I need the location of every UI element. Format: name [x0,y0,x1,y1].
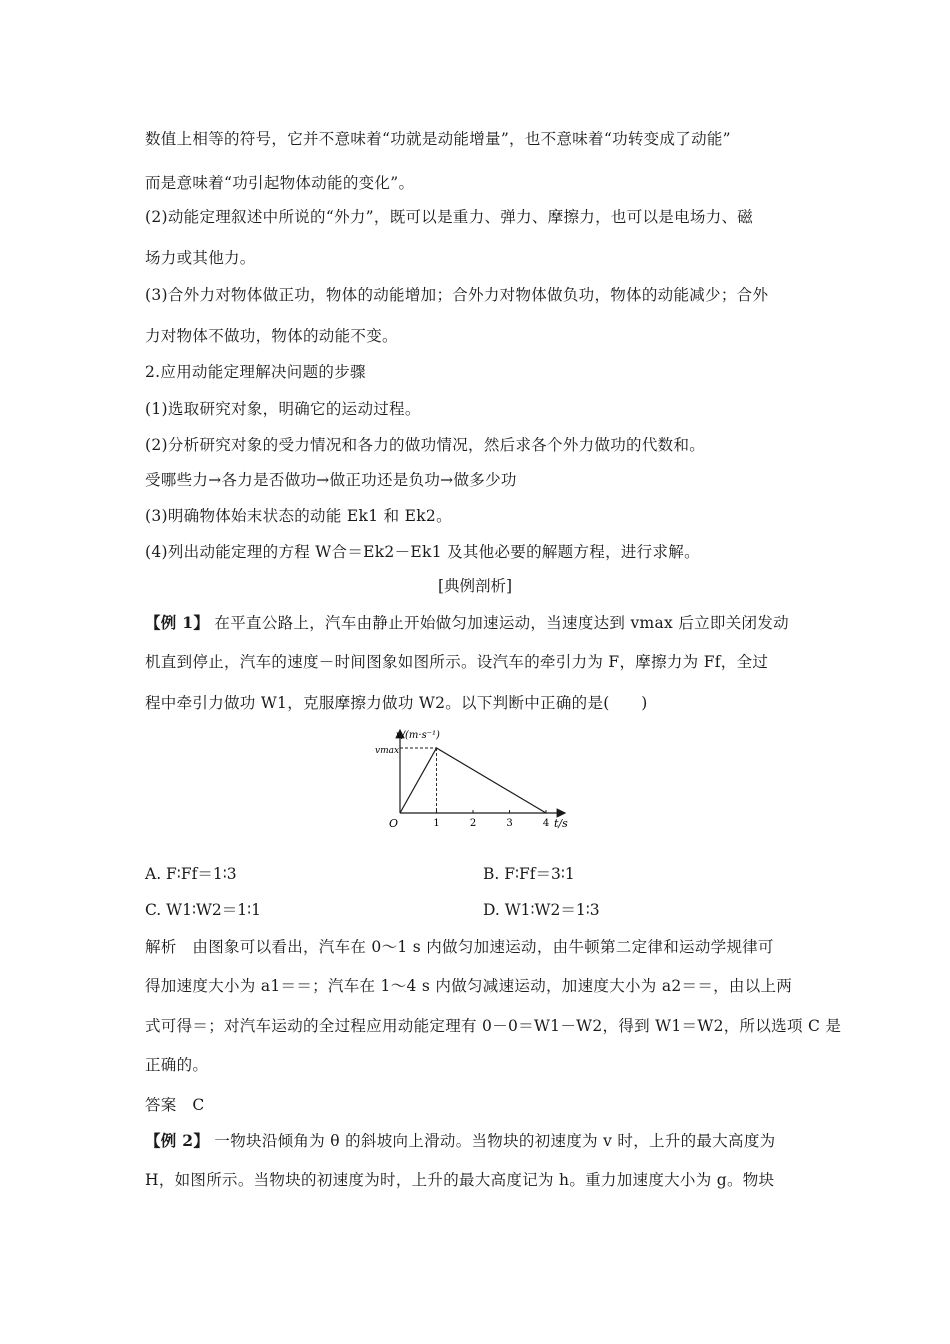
paragraph-line: (2)分析研究对象的受力情况和各力的做功情况，然后求各个外力做功的代数和。 [145,436,706,454]
option-a[interactable]: A. F∶Ff＝1∶3 [145,865,237,883]
vmax-tick-label: vmax [375,746,400,756]
example1-line [145,611,789,633]
section-title: [典例剖析] [437,577,513,595]
velocity-series-line [400,748,546,813]
analysis-line: 解析 由图象可以看出，汽车在 0～1 s 内做匀加速运动，由牛顿第二定律和运动学规律可 [145,938,774,956]
option-c[interactable]: C. W1∶W2＝1∶1 [145,901,262,919]
y-axis-label: v/(m·s⁻¹) [396,730,440,741]
vt-chart [370,725,580,835]
paragraph-line: 而是意味着“功引起物体动能的变化”。 [145,174,415,192]
analysis-line: 得加速度大小为 a1＝＝；汽车在 1～4 s 内做匀减速运动，加速度大小为 a2＝＝，由以上两 [145,977,793,995]
example2-text: 一物块沿倾角为 θ 的斜坡向上滑动。当物块的初速度为 v 时，上升的最大高度为 [214,1132,776,1150]
example2-line [145,1129,775,1151]
example2-line: H，如图所示。当物块的初速度为时，上升的最大高度记为 h。重力加速度大小为 g。物块 [145,1171,775,1189]
x-axis-label: t/s [554,817,568,830]
paragraph-line: (4)列出动能定理的方程 W合＝Ek2－Ek1 及其他必要的解题方程，进行求解。 [145,543,700,561]
analysis-line: 式可得＝；对汽车运动的全过程应用动能定理有 0－0＝W1－W2，得到 W1＝W2，所以选项 C 是 [145,1017,842,1035]
x-tick-label: 4 [542,818,550,829]
origin-label: O [389,817,399,830]
paragraph-line: (2)动能定理叙述中所说的“外力”，既可以是重力、弹力、摩擦力，也可以是电场力、磁 [145,208,754,226]
example1-text: 在平直公路上，汽车由静止开始做匀加速运动，当速度达到 vmax 后立即关闭发动 [214,614,789,632]
analysis-line: 正确的。 [145,1056,209,1074]
section-heading: 2.应用动能定理解决问题的步骤 [145,363,366,381]
x-tick-label: 3 [506,818,513,829]
example1-label: 【例 1】 [145,613,210,632]
option-b[interactable]: B. F∶Ff＝3∶1 [483,865,575,883]
example1-line: 机直到停止，汽车的速度－时间图象如图所示。设汽车的牵引力为 F，摩擦力为 Ff，全过 [145,653,769,671]
answer-line: 答案 C [145,1096,205,1114]
option-d[interactable]: D. W1∶W2＝1∶3 [483,901,600,919]
paragraph-line: (3)合外力对物体做正功，物体的动能增加；合外力对物体做负功，物体的动能减少；合外 [145,286,769,304]
paragraph-line: (1)选取研究对象，明确它的运动过程。 [145,400,421,418]
x-tick-label: 2 [469,818,477,829]
example1-line: 程中牵引力做功 W1，克服摩擦力做功 W2。以下判断中正确的是( ) [145,694,648,712]
paragraph-line: 受哪些力→各力是否做功→做正功还是负功→做多少功 [145,471,517,489]
paragraph-line: 力对物体不做功，物体的动能不变。 [145,327,398,345]
paragraph-line: 场力或其他力。 [145,249,256,267]
x-tick-label: 1 [433,818,440,829]
example2-label: 【例 2】 [145,1131,210,1150]
paragraph-line: 数值上相等的符号，它并不意味着“功就是动能增量”，也不意味着“功转变成了动能” [145,130,731,148]
paragraph-line: (3)明确物体始末状态的动能 Ek1 和 Ek2。 [145,507,452,525]
